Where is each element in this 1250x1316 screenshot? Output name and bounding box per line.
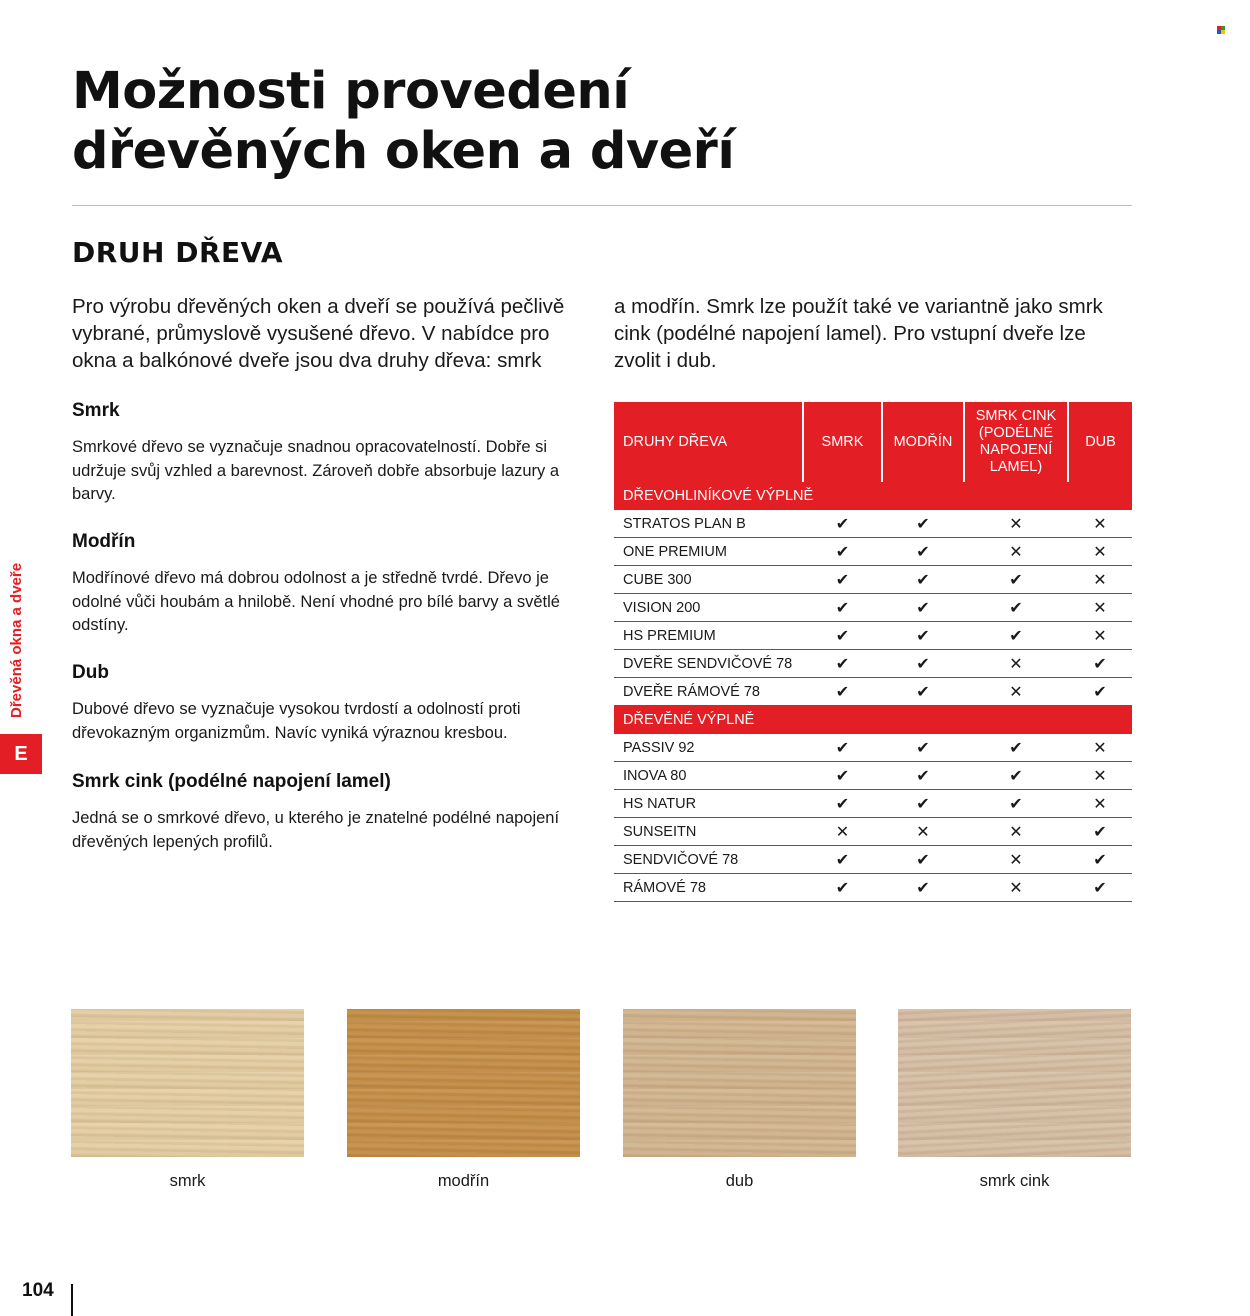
check-icon: ✔ [882,594,964,622]
product-name-cell: DVEŘE RÁMOVÉ 78 [614,678,803,706]
cross-icon: ✕ [964,874,1068,902]
wood-type-text: Jedná se o smrkové dřevo, u kterého je znatelné podélné napojení dřevěných lepených profilů. [72,809,560,851]
check-icon: ✔ [882,510,964,538]
page-number-divider [71,1284,73,1316]
wood-type-heading: Dub [72,662,109,683]
check-icon: ✔ [882,538,964,566]
page-title [72,62,1072,182]
check-icon: ✔ [1068,650,1132,678]
cross-icon: ✕ [1068,510,1132,538]
cross-icon: ✕ [1068,762,1132,790]
wood-type-text: Modřínové dřevo má dobrou odolnost a je středně tvrdé. Dřevo je odolné vůči houbám a hnilobě. Není vhodné pro bílé barvy a světlé odstíny. [72,569,560,634]
product-name-cell: DVEŘE SENDVIČOVÉ 78 [614,650,803,678]
table-row [614,734,1132,762]
wood-sample-label: modřín [437,1172,490,1190]
table-group-row [614,482,1132,510]
cross-icon: ✕ [964,846,1068,874]
cross-icon: ✕ [964,538,1068,566]
check-icon: ✔ [964,762,1068,790]
product-name-cell: PASSIV 92 [614,734,803,762]
product-name-cell: INOVA 80 [614,762,803,790]
check-icon: ✔ [803,566,882,594]
cross-icon: ✕ [803,818,882,846]
check-icon: ✔ [803,678,882,706]
check-icon: ✔ [1068,818,1132,846]
table-header-row [614,402,1132,482]
table-header-cell: SMRK CINK (PODÉLNÉ NAPOJENÍ LAMEL) [964,402,1068,482]
table-row [614,678,1132,706]
registration-mark-icon [1217,26,1225,34]
table-row [614,566,1132,594]
page-title-line-1: Možnosti provedení [72,62,630,121]
table-header-cell: DUB [1068,402,1132,482]
check-icon: ✔ [803,650,882,678]
side-tab-label: Dřevěná okna a dveře [8,562,25,718]
check-icon: ✔ [882,678,964,706]
cross-icon: ✕ [1068,790,1132,818]
product-name-cell: VISION 200 [614,594,803,622]
cross-icon: ✕ [1068,594,1132,622]
table-row [614,846,1132,874]
product-name-cell: RÁMOVÉ 78 [614,874,803,902]
page-title-line-2: dřevěných oken a dveří [72,122,735,181]
product-name-cell: SENDVIČOVÉ 78 [614,846,803,874]
check-icon: ✔ [882,734,964,762]
table-group-row [614,706,1132,735]
wood-sample-label: smrk [169,1172,206,1190]
check-icon: ✔ [803,510,882,538]
wood-sample-image [347,1009,580,1157]
cross-icon: ✕ [964,678,1068,706]
table-row [614,790,1132,818]
check-icon: ✔ [803,874,882,902]
table-group-label: DŘEVOHLINÍKOVÉ VÝPLNĚ [614,482,1132,510]
title-divider [72,205,1132,206]
wood-type-heading: Modřín [72,531,136,552]
check-icon: ✔ [1068,874,1132,902]
check-icon: ✔ [1068,846,1132,874]
check-icon: ✔ [803,538,882,566]
wood-type-smrk [72,400,592,507]
cross-icon: ✕ [882,818,964,846]
wood-type-modrin [72,531,592,638]
check-icon: ✔ [803,734,882,762]
wood-sample-image [71,1009,304,1157]
check-icon: ✔ [964,594,1068,622]
wood-type-table [614,402,1132,902]
cross-icon: ✕ [964,510,1068,538]
check-icon: ✔ [803,622,882,650]
product-name-cell: HS PREMIUM [614,622,803,650]
product-name-cell: CUBE 300 [614,566,803,594]
check-icon: ✔ [964,734,1068,762]
cross-icon: ✕ [1068,734,1132,762]
cross-icon: ✕ [1068,622,1132,650]
table-row [614,650,1132,678]
table-row [614,510,1132,538]
table-header-cell: SMRK [803,402,882,482]
wood-type-smrk-cink [72,771,592,854]
wood-type-text: Dubové dřevo se vyznačuje vysokou tvrdostí a odolností proti dřevokazným organizmům. Navíc vyniká výraznou kresbou. [72,700,521,742]
table-header-cell: MODŘÍN [882,402,964,482]
check-icon: ✔ [882,762,964,790]
check-icon: ✔ [803,790,882,818]
intro-text-left: Pro výrobu dřevěných oken a dveří se používá pečlivě vybrané, průmyslově vysušené dřevo. V nabídce pro okna a balkónové dveře jsou dva druhy dřeva: smrk [72,295,565,372]
check-icon: ✔ [882,846,964,874]
product-name-cell: STRATOS PLAN B [614,510,803,538]
check-icon: ✔ [964,566,1068,594]
wood-sample-label: dub [725,1172,754,1190]
table-row [614,874,1132,902]
wood-type-heading: Smrk [72,400,120,421]
check-icon: ✔ [882,622,964,650]
check-icon: ✔ [882,650,964,678]
check-icon: ✔ [964,790,1068,818]
table-row [614,622,1132,650]
product-name-cell: SUNSEITN [614,818,803,846]
table-row [614,818,1132,846]
wood-type-dub [72,662,592,745]
page-number: 104 [22,1280,54,1301]
product-name-cell: ONE PREMIUM [614,538,803,566]
section-heading: DRUH DŘEVA [72,236,284,269]
table-row [614,538,1132,566]
cross-icon: ✕ [964,818,1068,846]
cross-icon: ✕ [1068,538,1132,566]
wood-sample-label: smrk cink [979,1172,1050,1190]
table-row [614,762,1132,790]
cross-icon: ✕ [1068,566,1132,594]
table-body [614,482,1132,902]
wood-sample-image [898,1009,1131,1157]
wood-sample-image [623,1009,856,1157]
table-group-label: DŘEVĚNÉ VÝPLNĚ [614,706,1132,735]
product-name-cell: HS NATUR [614,790,803,818]
check-icon: ✔ [803,846,882,874]
cross-icon: ✕ [964,650,1068,678]
check-icon: ✔ [1068,678,1132,706]
check-icon: ✔ [803,762,882,790]
side-tab-letter: E [0,734,42,774]
check-icon: ✔ [803,594,882,622]
check-icon: ✔ [882,874,964,902]
wood-type-text: Smrkové dřevo se vyznačuje snadnou opracovatelností. Dobře si udržuje svůj vzhled a barevnost. Zároveň dobře absorbuje lazury a barvy. [72,438,560,503]
check-icon: ✔ [882,790,964,818]
check-icon: ✔ [964,622,1068,650]
check-icon: ✔ [882,566,964,594]
table-row [614,594,1132,622]
intro-text-right: a modřín. Smrk lze použít také ve variantně jako smrk cink (podélné napojení lamel). Pro vstupní dveře lze zvolit i dub. [614,295,1103,372]
wood-type-heading: Smrk cink (podélné napojení lamel) [72,771,391,792]
table-header-cell: DRUHY DŘEVA [614,402,803,482]
